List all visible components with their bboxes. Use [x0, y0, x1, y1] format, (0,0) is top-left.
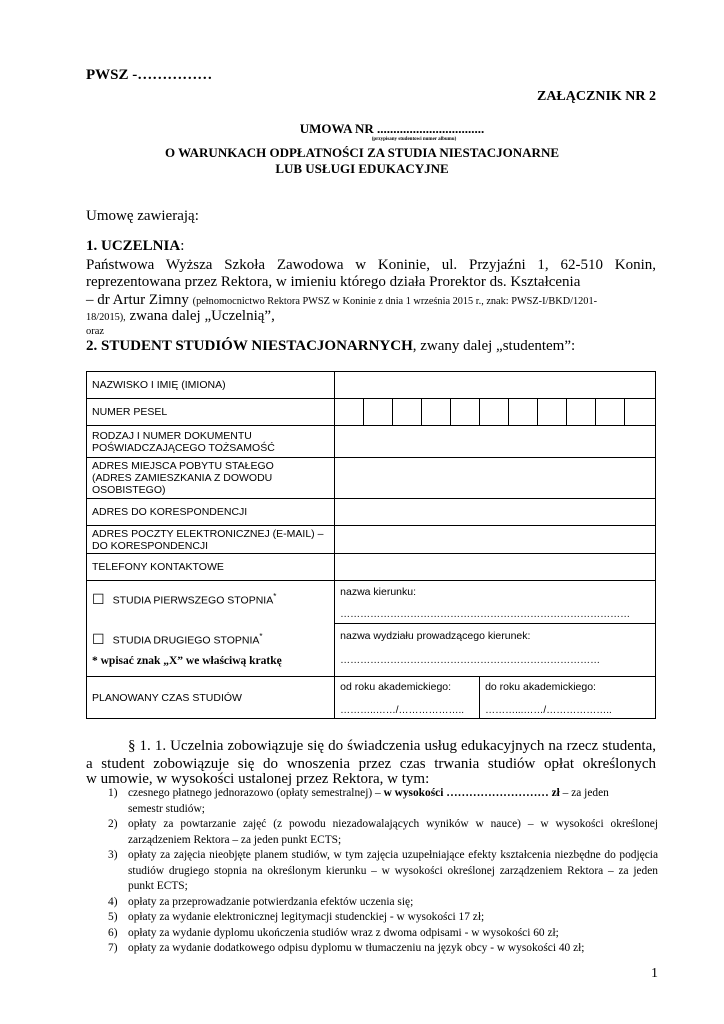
list-item: 4) opłaty za przeprowadzanie potwierdzania efektów uczenia się; [108, 895, 414, 908]
row-label-id-document: RODZAJ I NUMER DOKUMENTU POŚWIADCZAJĄCEGO TOŻSAMOŚĆ [87, 426, 335, 458]
table-row [87, 399, 656, 426]
list-item: 3) opłaty za zajęcia nieobjęte planem studiów, w tym zajęcia uzupełniające efekty kształcenia niezbędne do podjęcia studiów drugiego stopnia na określonym kierunku – w wysokości określonej zarządzeniem Rektora – za jeden punkt ECTS; [108, 849, 658, 892]
pesel-digit-10[interactable] [595, 399, 624, 426]
table-row [87, 426, 656, 458]
row-label-study-duration: PLANOWANY CZAS STUDIÓW [87, 677, 335, 719]
party1-heading: 1. UCZELNIA: [86, 238, 185, 254]
pesel-digit-7[interactable] [509, 399, 538, 426]
pesel-digit-3[interactable] [393, 399, 422, 426]
label-first-cycle: STUDIA PIERWSZEGO STOPNIA [112, 594, 274, 607]
table-row [87, 372, 656, 399]
party1-line1: Państwowa Wyższa Szkoła Zawodowa w Koninie, ul. Przyjaźni 1, 62-510 Konin, [86, 257, 656, 273]
permanent-address-field[interactable] [335, 458, 656, 499]
field-of-study-cell[interactable] [335, 581, 656, 624]
section1-line1: § 1. 1. Uczelnia zobowiązuje się do świadczenia usług edukacyjnych na rzecz studenta, [128, 738, 656, 754]
from-year-label: od roku akademickiego: [340, 681, 452, 693]
to-year-cell[interactable] [480, 677, 656, 719]
table-row [87, 677, 656, 719]
party2-heading: 2. STUDENT STUDIÓW NIESTACJONARNYCH, zwany dalej „studentem”: [86, 338, 576, 354]
checkbox-second-cycle[interactable]: ☐ [92, 631, 105, 648]
row-label-phones: TELEFONY KONTAKTOWE [87, 554, 335, 581]
field-of-study-dots: …………………………………………………………………………… [340, 609, 631, 620]
correspondence-address-field[interactable] [335, 499, 656, 526]
from-year-cell[interactable] [335, 677, 480, 719]
field-of-study-label: nazwa kierunku: [340, 586, 417, 598]
row-label-email: ADRES POCZTY ELEKTRONICZNEJ (E-MAIL) – DO KORESPONDENCJI [87, 526, 335, 554]
phones-field[interactable] [335, 554, 656, 581]
footnote-star: * [92, 655, 98, 667]
pesel-digit-5[interactable] [451, 399, 480, 426]
faculty-label: nazwa wydziału prowadzącego kierunek: [340, 630, 531, 642]
faculty-cell[interactable] [335, 624, 656, 677]
row-label-name: NAZWISKO I IMIĘ (IMIONA) [87, 372, 335, 399]
row-label-permanent-address: ADRES MIEJSCA POBYTU STAŁEGO (ADRES ZAMIESZKANIA Z DOWODU OSOBISTEGO) [87, 458, 335, 499]
table-row [87, 526, 656, 554]
footnote-star: * [259, 632, 263, 641]
footnote-star: * [273, 592, 277, 601]
list-item: 1) czesnego płatnego jednorazowo (opłaty semestralnej) – w wysokości ……………………… zł – za jeden semestr studiów; [108, 787, 609, 815]
list-item: 7) opłaty za wydanie dodatkowego odpisu dyplomu w tłumaczeniu na język obcy - w wysokości 40 zł; [108, 942, 585, 954]
pesel-digit-1[interactable] [335, 399, 364, 426]
party1-line4: 18/2015), zwana dalej „Uczelnią”, [86, 308, 275, 324]
oraz-text: oraz [86, 326, 105, 337]
section1-line2: a student zobowiązuje się do wnoszenia przez czas trwania studiów opłat określonych [86, 756, 656, 772]
pesel-digit-8[interactable] [538, 399, 567, 426]
name-field[interactable] [335, 372, 656, 399]
party1-line3: – dr Artur Zimny (pełnomocnictwo Rektora PWSZ w Koninie z dnia 1 września 2015 r., znak: PWSZ-I/BKD/1201- [86, 292, 598, 308]
to-year-dots: ………...……/……………….. [485, 705, 612, 716]
label-second-cycle: STUDIA DRUGIEGO STOPNIA [112, 634, 260, 647]
id-document-field[interactable] [335, 426, 656, 458]
header-attachment: ZAŁĄCZNIK NR 2 [536, 89, 656, 104]
page-number: 1 [651, 966, 658, 981]
list-item: 5) opłaty za wydanie elektronicznej legitymacji studenckiej - w wysokości 17 zł; [108, 911, 485, 923]
faculty-dots: …………………………………………………………………… [340, 655, 601, 666]
student-data-table [86, 371, 656, 719]
study-level-cell [87, 581, 335, 677]
section1-line3: w umowie, w wysokości ustalonej przez Rektora, w tym: [86, 771, 430, 787]
checkbox-note: wpisać znak „X” we właściwą kratkę [100, 655, 282, 667]
row-label-pesel: NUMER PESEL [87, 399, 335, 426]
pesel-digit-6[interactable] [480, 399, 509, 426]
header-left: PWSZ -…………… [86, 67, 213, 83]
intro-text: Umowę zawierają: [86, 208, 199, 224]
party1-line2: reprezentowana przez Rektora, w imieniu którego działa Prorektor ds. Kształcenia [86, 274, 581, 290]
from-year-dots: ………..……/……………….. [340, 705, 465, 716]
table-row [87, 499, 656, 526]
table-row [87, 554, 656, 581]
fees-list [98, 786, 658, 957]
checkbox-first-cycle[interactable]: ☐ [92, 591, 105, 608]
pesel-digit-2[interactable] [364, 399, 393, 426]
contract-number: UMOWA NR ................................. [299, 121, 485, 136]
pesel-digit-11[interactable] [624, 399, 655, 426]
to-year-label: do roku akademickiego: [485, 681, 596, 693]
table-row [87, 581, 656, 624]
pesel-digit-9[interactable] [566, 399, 595, 426]
row-label-correspondence-address: ADRES DO KORESPONDENCJI [87, 499, 335, 526]
contract-number-note: (przypisany studentowi numer albumu) [371, 137, 457, 142]
contract-title: O WARUNKACH ODPŁATNOŚCI ZA STUDIA NIESTACJONARNE [164, 145, 560, 160]
email-field[interactable] [335, 526, 656, 554]
pesel-digit-4[interactable] [422, 399, 451, 426]
list-item: 2) opłaty za powtarzanie zajęć (z powodu niezadowalających wyników w nauce) – w wysokości określonej zarządzeniem Rektora – za jeden punkt ECTS; [108, 818, 658, 846]
contract-subtitle: LUB USŁUGI EDUKACYJNE [275, 161, 449, 176]
table-row [87, 458, 656, 499]
list-item: 6) opłaty za wydanie dyplomu ukończenia studiów wraz z dwoma odpisami - w wysokości 60 zł; [108, 926, 559, 939]
